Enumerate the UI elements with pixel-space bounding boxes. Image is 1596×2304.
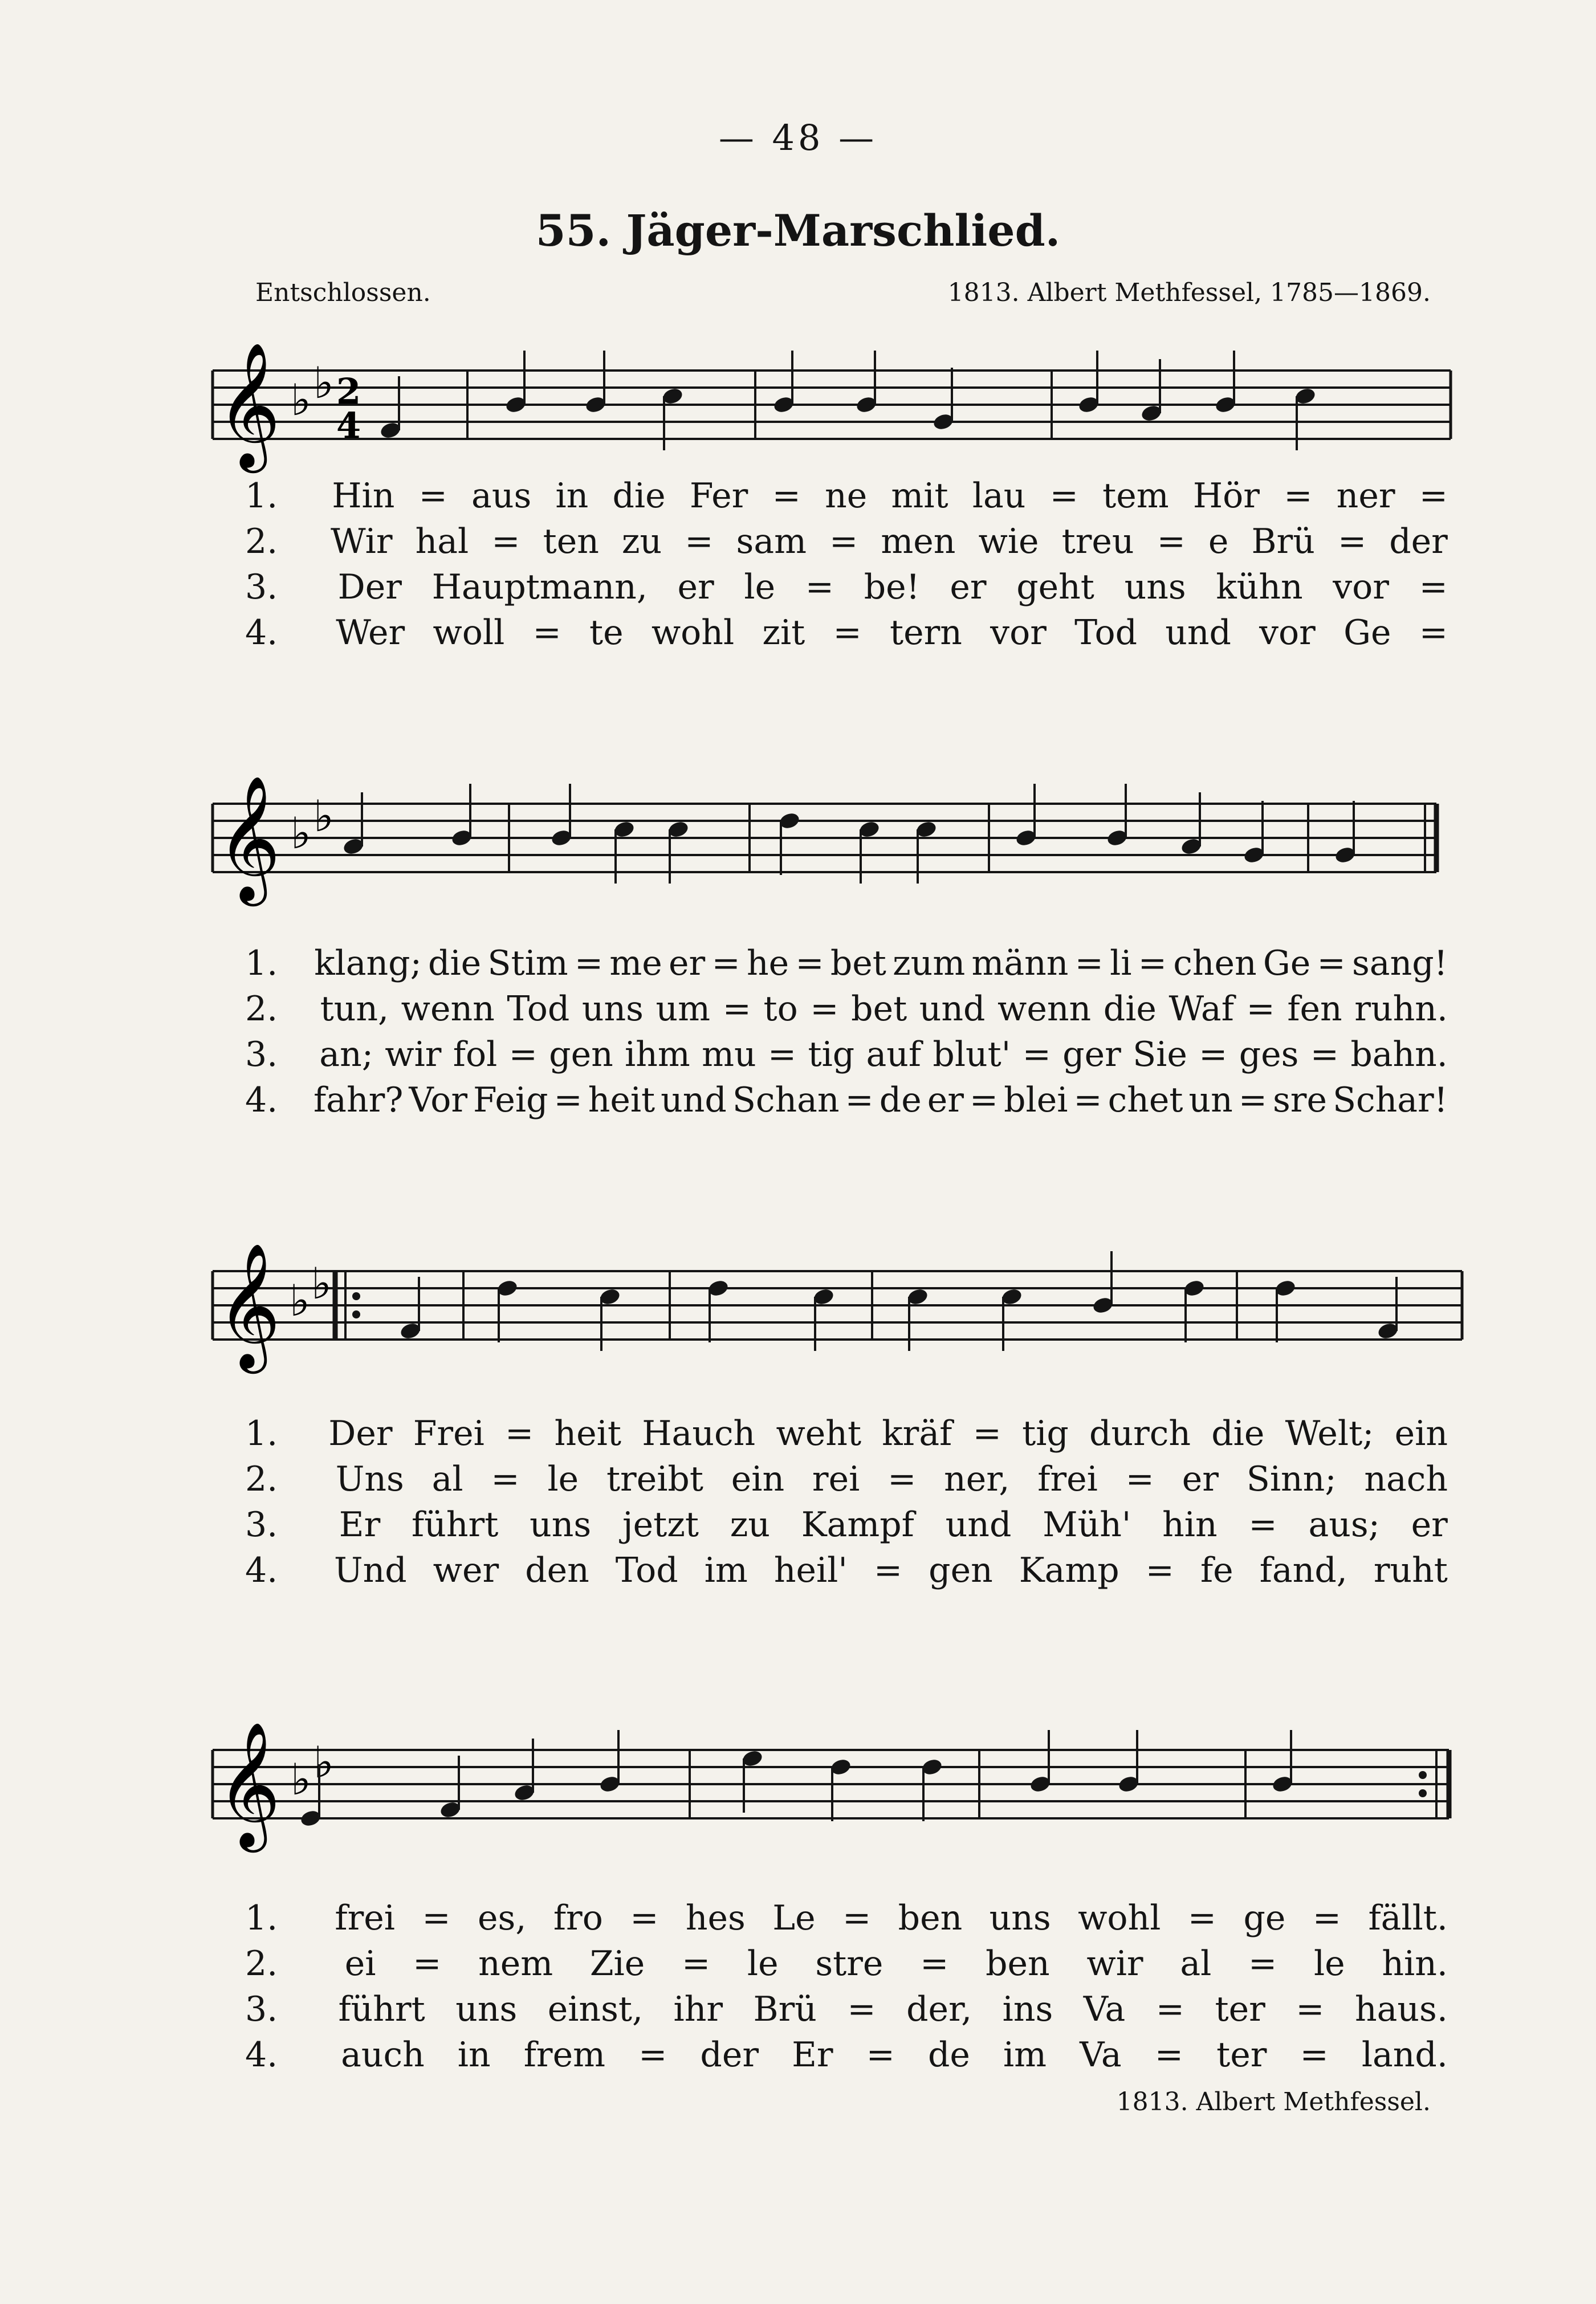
lyric-syllable: = bbox=[1049, 476, 1078, 516]
lyric-syllable: der bbox=[700, 2035, 759, 2075]
lyric-syllable: = bbox=[795, 943, 824, 983]
lyric-syllable: = bbox=[1073, 1080, 1102, 1120]
flat-icon: ♭ bbox=[291, 808, 311, 858]
lyric-syllable: men bbox=[881, 522, 956, 561]
lyric-syllable: = bbox=[1312, 1898, 1342, 1938]
lyric-syllable: = bbox=[532, 613, 561, 653]
lyric-syllable: le bbox=[747, 1944, 779, 1984]
lyric-syllable: heit bbox=[588, 1080, 656, 1120]
lyric-syllable: = bbox=[1157, 522, 1186, 561]
verse-line: 2. Wir hal = ten zu = sam = men wie treu = e Brü = der bbox=[245, 522, 1448, 561]
lyric-syllable: weht bbox=[776, 1414, 862, 1454]
lyric-syllable: Müh' bbox=[1043, 1505, 1131, 1545]
treble-clef-icon: 𝄞 bbox=[217, 341, 281, 467]
lyric-syllable: Kamp bbox=[1019, 1550, 1119, 1590]
treble-clef-icon: 𝄞 bbox=[217, 1721, 281, 1847]
lyric-syllable: = bbox=[845, 1080, 874, 1120]
lyric-syllable: Wir bbox=[331, 522, 393, 561]
lyric-syllable: le bbox=[547, 1459, 579, 1499]
lyric-syllable: der, bbox=[906, 1989, 972, 2029]
notes-group bbox=[342, 784, 1357, 884]
lyric-syllable: tig bbox=[1022, 1414, 1069, 1454]
lyric-syllable: sam bbox=[736, 522, 807, 561]
lyric-syllable: fro bbox=[553, 1898, 603, 1938]
lyric-syllable: be! bbox=[864, 567, 920, 607]
lyric-syllable: = bbox=[887, 1459, 917, 1499]
lyric-syllable: Va bbox=[1080, 2035, 1122, 2075]
lyric-syllable: = bbox=[1317, 943, 1346, 983]
lyric-syllable: un bbox=[1188, 1080, 1233, 1120]
lyric-syllable: führt bbox=[412, 1505, 499, 1545]
lyric-syllable: treibt bbox=[606, 1459, 703, 1499]
lyric-syllable: an; bbox=[319, 1035, 373, 1074]
lyric-syllable: = bbox=[847, 1989, 876, 2029]
verse-line: 3. führt uns einst, ihr Brü = der, ins Va = ter = haus. bbox=[245, 1989, 1448, 2029]
lyric-syllable: blei bbox=[1004, 1080, 1068, 1120]
lyric-syllable: uns bbox=[530, 1505, 592, 1545]
lyric-syllable: = bbox=[722, 989, 751, 1029]
lyric-syllable: fand, bbox=[1259, 1550, 1347, 1590]
lyric-syllable: wir bbox=[385, 1035, 442, 1074]
flat-icon: ♭ bbox=[291, 1754, 311, 1805]
verse-line: 4. auch in frem = der Er = de im Va = ter = land. bbox=[245, 2035, 1448, 2075]
lyric-syllable: Tod bbox=[615, 1550, 678, 1590]
lyric-syllable: fe bbox=[1200, 1550, 1233, 1590]
lyric-syllable: = bbox=[842, 1898, 872, 1938]
lyric-syllable: ter bbox=[1215, 1989, 1265, 2029]
lyric-syllable: ihm bbox=[625, 1035, 690, 1074]
lyric-syllable: = bbox=[969, 1080, 999, 1120]
lyric-syllable: Tod bbox=[1074, 613, 1137, 653]
lyric-syllable: Brü bbox=[753, 1989, 817, 2029]
lyric-syllable: einst, bbox=[547, 1989, 644, 2029]
lyric-syllable: fol bbox=[453, 1035, 498, 1074]
lyric-syllable: wer bbox=[433, 1550, 499, 1590]
lyric-syllable: = bbox=[1155, 1989, 1185, 2029]
lyric-syllable: nach bbox=[1364, 1459, 1448, 1499]
verse-line: 2. ei = nem Zie = le stre = ben wir al = le hin. bbox=[245, 1944, 1448, 1984]
lyric-syllable: = bbox=[972, 1414, 1001, 1454]
tempo-marking: Entschlossen. bbox=[255, 278, 431, 307]
lyric-syllable: te bbox=[589, 613, 624, 653]
lyric-syllable: me bbox=[609, 943, 662, 983]
lyric-syllable: heit bbox=[554, 1414, 621, 1454]
lyric-syllable: tern bbox=[890, 613, 962, 653]
lyric-syllable: frem bbox=[523, 2035, 605, 2075]
verse-line: 3. an; wir fol = gen ihm mu = tig auf blut' = ger Sie = ges = bahn. bbox=[245, 1035, 1448, 1074]
lyric-syllable: frei bbox=[1037, 1459, 1098, 1499]
lyric-syllable: = bbox=[422, 1898, 451, 1938]
lyric-syllable: er bbox=[677, 567, 714, 607]
lyric-syllable: = bbox=[1296, 1989, 1325, 2029]
lyric-syllable: zum bbox=[893, 943, 966, 983]
lyrics-block-2 bbox=[245, 943, 1448, 1126]
page-number: — 48 — bbox=[718, 117, 878, 158]
lyric-syllable: Fer bbox=[689, 476, 748, 516]
repeat-dot bbox=[1419, 1789, 1427, 1797]
lyric-syllable: = bbox=[505, 1414, 534, 1454]
lyric-syllable: = bbox=[491, 522, 520, 561]
lyric-syllable: = bbox=[767, 1035, 797, 1074]
lyric-syllable: hes bbox=[685, 1898, 746, 1938]
lyric-syllable: = bbox=[491, 1459, 520, 1499]
lyric-syllable: Hin bbox=[332, 476, 395, 516]
lyric-syllable: Kampf bbox=[801, 1505, 914, 1545]
flat-icon: ♭ bbox=[291, 374, 311, 425]
lyric-syllable: fällt. bbox=[1368, 1898, 1448, 1938]
lyric-syllable: mu bbox=[702, 1035, 756, 1074]
lyric-syllable: Der bbox=[328, 1414, 393, 1454]
lyric-syllable: ruht bbox=[1373, 1550, 1448, 1590]
lyric-syllable: die bbox=[612, 476, 666, 516]
song-title: 55. Jäger-Marschlied. bbox=[535, 205, 1061, 256]
treble-clef-icon: 𝄞 bbox=[217, 775, 281, 901]
lyric-syllable: Va bbox=[1083, 1989, 1126, 2029]
lyric-syllable: bet bbox=[851, 989, 907, 1029]
lyric-syllable: geht bbox=[1016, 567, 1094, 607]
lyric-syllable: Schar! bbox=[1332, 1080, 1448, 1120]
verse-line: 1. frei = es, fro = hes Le = ben uns wohl = ge = fällt. bbox=[245, 1898, 1448, 1938]
lyric-syllable: = bbox=[772, 476, 801, 516]
lyric-syllable: bet bbox=[830, 943, 886, 983]
lyric-syllable: tig bbox=[808, 1035, 855, 1074]
lyric-syllable: zit bbox=[762, 613, 805, 653]
lyric-syllable: den bbox=[525, 1550, 589, 1590]
flat-icon: ♭ bbox=[314, 357, 334, 408]
lyric-syllable: de bbox=[879, 1080, 922, 1120]
lyric-syllable: rei bbox=[812, 1459, 860, 1499]
lyric-syllable: ger bbox=[1062, 1035, 1121, 1074]
lyric-syllable: tem bbox=[1102, 476, 1169, 516]
lyrics-block-1 bbox=[245, 476, 1448, 658]
lyric-syllable: ei bbox=[344, 1944, 376, 1984]
lyric-syllable: = bbox=[418, 476, 447, 516]
verse-line: 2. tun, wenn Tod uns um = to = bet und wenn die Waf = fen ruhn. bbox=[245, 989, 1448, 1029]
lyric-syllable: = bbox=[1337, 522, 1367, 561]
lyric-syllable: und bbox=[919, 989, 986, 1029]
lyric-syllable: Hauch bbox=[642, 1414, 756, 1454]
lyric-syllable: = bbox=[508, 1035, 538, 1074]
lyric-syllable: er bbox=[1411, 1505, 1448, 1545]
lyric-syllable: = bbox=[1074, 943, 1104, 983]
lyric-syllable: blut' bbox=[933, 1035, 1011, 1074]
lyric-syllable: wir bbox=[1086, 1944, 1143, 1984]
lyric-syllable: = bbox=[833, 613, 862, 653]
music-staff-2 bbox=[0, 758, 1596, 929]
lyric-syllable: uns bbox=[989, 1898, 1051, 1938]
lyric-syllable: Zie bbox=[589, 1944, 645, 1984]
lyric-syllable: ten bbox=[543, 522, 599, 561]
flat-icon: ♭ bbox=[314, 1737, 334, 1788]
lyric-syllable: = bbox=[1238, 1080, 1268, 1120]
notes-group bbox=[379, 351, 1317, 450]
lyric-syllable: = bbox=[1310, 1035, 1339, 1074]
lyric-syllable: Hör bbox=[1192, 476, 1260, 516]
lyric-syllable: uns bbox=[1124, 567, 1186, 607]
lyric-syllable: = bbox=[630, 1898, 659, 1938]
lyric-syllable: ben bbox=[898, 1898, 963, 1938]
lyric-syllable: nem bbox=[478, 1944, 553, 1984]
lyric-syllable: Er bbox=[339, 1505, 381, 1545]
lyric-syllable: Brü bbox=[1251, 522, 1315, 561]
lyric-syllable: = bbox=[1284, 476, 1313, 516]
lyric-syllable: in bbox=[555, 476, 589, 516]
lyric-syllable: durch bbox=[1089, 1414, 1191, 1454]
lyric-syllable: le bbox=[1313, 1944, 1345, 1984]
lyric-syllable: wenn bbox=[997, 989, 1092, 1029]
staff-svg bbox=[0, 1704, 1596, 1875]
lyric-syllable: Feig bbox=[473, 1080, 548, 1120]
lyric-syllable: sre bbox=[1272, 1080, 1327, 1120]
lyric-syllable: = bbox=[1187, 1898, 1217, 1938]
lyric-syllable: al bbox=[1180, 1944, 1212, 1984]
lyric-syllable: führt bbox=[338, 1989, 425, 2029]
flat-icon: ♭ bbox=[290, 1275, 310, 1326]
staff-svg bbox=[0, 1226, 1596, 1397]
lyric-syllable: wohl bbox=[651, 613, 735, 653]
lyric-syllable: hin. bbox=[1382, 1944, 1448, 1984]
repeat-dot bbox=[352, 1310, 360, 1318]
flat-icon: ♭ bbox=[311, 1258, 332, 1309]
lyric-syllable: = bbox=[1022, 1035, 1051, 1074]
lyric-syllable: aus bbox=[471, 476, 532, 516]
lyric-syllable: = bbox=[1246, 989, 1275, 1029]
lyric-syllable: männ bbox=[971, 943, 1069, 983]
lyric-syllable: ruhn. bbox=[1354, 989, 1448, 1029]
lyric-syllable: = bbox=[1419, 476, 1448, 516]
lyric-syllable: kühn bbox=[1216, 567, 1303, 607]
lyric-syllable: hin bbox=[1162, 1505, 1218, 1545]
lyric-syllable: Ge bbox=[1263, 943, 1311, 983]
verse-line: 4. fahr? Vor Feig = heit und Schan = de er = blei = chet un = sre Schar! bbox=[245, 1080, 1448, 1120]
lyric-syllable: Stim bbox=[487, 943, 568, 983]
lyric-syllable: heil' bbox=[773, 1550, 848, 1590]
lyric-syllable: uns bbox=[455, 1989, 518, 2029]
lyric-syllable: Uns bbox=[335, 1459, 404, 1499]
verse-line: 1. klang; die Stim = me er = he = bet zum männ = li = chen Ge = sang! bbox=[245, 943, 1448, 983]
lyric-syllable: = bbox=[1248, 1944, 1277, 1984]
staff-svg bbox=[0, 325, 1596, 496]
verse-line: 2. Uns al = le treibt ein rei = ner, frei = er Sinn; nach bbox=[245, 1459, 1448, 1499]
lyric-syllable: jetzt bbox=[622, 1505, 699, 1545]
lyric-syllable: zu bbox=[730, 1505, 770, 1545]
lyric-syllable: = bbox=[574, 943, 604, 983]
staff-svg bbox=[0, 758, 1596, 929]
lyric-syllable: die bbox=[428, 943, 482, 983]
lyric-syllable: li bbox=[1110, 943, 1132, 983]
lyric-syllable: ne bbox=[825, 476, 868, 516]
lyric-syllable: = bbox=[553, 1080, 583, 1120]
lyric-syllable: = bbox=[1248, 1505, 1277, 1545]
lyric-syllable: ges bbox=[1239, 1035, 1299, 1074]
lyric-syllable: es, bbox=[478, 1898, 527, 1938]
notes-group bbox=[299, 1730, 1294, 1828]
lyric-syllable: he bbox=[746, 943, 789, 983]
lyric-syllable: Und bbox=[334, 1550, 407, 1590]
lyric-syllable: lau bbox=[972, 476, 1026, 516]
lyric-syllable: fen bbox=[1287, 989, 1342, 1029]
lyric-syllable: ihr bbox=[673, 1989, 723, 2029]
lyric-syllable: = bbox=[413, 1944, 442, 1984]
time-sig-top: 2 bbox=[336, 371, 361, 412]
lyric-syllable: aus; bbox=[1308, 1505, 1380, 1545]
lyric-syllable: ter bbox=[1216, 2035, 1267, 2075]
lyric-syllable: tun, bbox=[320, 989, 389, 1029]
lyric-syllable: wenn bbox=[401, 989, 495, 1029]
lyric-syllable: Frei bbox=[413, 1414, 484, 1454]
lyric-syllable: er bbox=[950, 567, 987, 607]
composer-attribution-footer: 1813. Albert Methfessel. bbox=[1116, 2087, 1431, 2116]
lyric-syllable: die bbox=[1103, 989, 1157, 1029]
lyric-syllable: ein bbox=[731, 1459, 785, 1499]
music-staff-1 bbox=[0, 325, 1596, 496]
lyric-syllable: vor bbox=[990, 613, 1047, 653]
lyric-syllable: Wer bbox=[336, 613, 405, 653]
notes-group bbox=[399, 1251, 1399, 1351]
lyric-syllable: im bbox=[704, 1550, 748, 1590]
lyric-syllable: frei bbox=[335, 1898, 395, 1938]
lyric-syllable: Waf bbox=[1168, 989, 1234, 1029]
verse-line: 1. Hin = aus in die Fer = ne mit lau = tem Hör = ner = bbox=[245, 476, 1448, 516]
lyric-syllable: Sie bbox=[1133, 1035, 1187, 1074]
lyric-syllable: = bbox=[1125, 1459, 1154, 1499]
verse-line: 3. Der Hauptmann, er le = be! er geht uns kühn vor = bbox=[245, 567, 1448, 607]
lyric-syllable: to bbox=[763, 989, 798, 1029]
lyric-syllable: fahr? bbox=[313, 1080, 404, 1120]
lyric-syllable: Vor bbox=[409, 1080, 468, 1120]
lyric-syllable: stre bbox=[815, 1944, 883, 1984]
lyric-syllable: al bbox=[431, 1459, 463, 1499]
lyric-syllable: in bbox=[457, 2035, 491, 2075]
lyric-syllable: Ge bbox=[1343, 613, 1391, 653]
lyric-syllable: mit bbox=[891, 476, 948, 516]
lyric-syllable: = bbox=[638, 2035, 667, 2075]
lyric-syllable: = bbox=[920, 1944, 949, 1984]
lyric-syllable: ge bbox=[1243, 1898, 1286, 1938]
lyric-syllable: um bbox=[656, 989, 711, 1029]
lyric-syllable: = bbox=[711, 943, 740, 983]
lyric-syllable: = bbox=[1419, 567, 1448, 607]
lyric-syllable: auf bbox=[866, 1035, 922, 1074]
lyric-syllable: Sinn; bbox=[1246, 1459, 1337, 1499]
lyric-syllable: land. bbox=[1361, 2035, 1448, 2075]
lyric-syllable: er bbox=[1182, 1459, 1219, 1499]
lyric-syllable: = bbox=[805, 567, 834, 607]
lyric-syllable: er bbox=[669, 943, 706, 983]
lyric-syllable: = bbox=[1145, 1550, 1174, 1590]
lyric-syllable: de bbox=[927, 2035, 970, 2075]
lyric-syllable: und bbox=[661, 1080, 727, 1120]
lyric-syllable: zu bbox=[621, 522, 662, 561]
lyric-syllable: sang! bbox=[1352, 943, 1448, 983]
lyric-syllable: = bbox=[1419, 613, 1448, 653]
lyric-syllable: Welt; bbox=[1285, 1414, 1374, 1454]
lyric-syllable: ben bbox=[986, 1944, 1050, 1984]
flat-icon: ♭ bbox=[314, 791, 334, 841]
lyric-syllable: gen bbox=[929, 1550, 993, 1590]
lyric-syllable: chen bbox=[1173, 943, 1257, 983]
lyric-syllable: le bbox=[744, 567, 776, 607]
lyric-syllable: und bbox=[945, 1505, 1012, 1545]
lyric-syllable: die bbox=[1211, 1414, 1265, 1454]
lyric-syllable: klang; bbox=[314, 943, 422, 983]
repeat-dot bbox=[352, 1292, 360, 1300]
lyric-syllable: hal bbox=[415, 522, 469, 561]
lyric-syllable: gen bbox=[549, 1035, 613, 1074]
lyric-syllable: bahn. bbox=[1350, 1035, 1448, 1074]
lyric-syllable: = bbox=[1154, 2035, 1184, 2075]
time-sig-bottom: 4 bbox=[336, 405, 361, 446]
lyric-syllable: haus. bbox=[1354, 1989, 1448, 2029]
lyric-syllable: woll bbox=[433, 613, 505, 653]
lyric-syllable: kräf bbox=[882, 1414, 952, 1454]
lyric-syllable: = bbox=[829, 522, 858, 561]
lyric-syllable: = bbox=[681, 1944, 711, 1984]
lyric-syllable: vor bbox=[1333, 567, 1389, 607]
lyric-syllable: = bbox=[1138, 943, 1167, 983]
verse-line: 4. Wer woll = te wohl zit = tern vor Tod und vor Ge = bbox=[245, 613, 1448, 653]
lyric-syllable: treu bbox=[1061, 522, 1134, 561]
lyrics-block-3 bbox=[245, 1414, 1448, 1596]
repeat-dot bbox=[1419, 1771, 1427, 1779]
lyric-syllable: Le bbox=[772, 1898, 816, 1938]
music-staff-3 bbox=[0, 1226, 1596, 1397]
verse-line: 3. Er führt uns jetzt zu Kampf und Müh' hin = aus; er bbox=[245, 1505, 1448, 1545]
lyric-syllable: er bbox=[927, 1080, 964, 1120]
verse-line: 4. Und wer den Tod im heil' = gen Kamp = fe fand, ruht bbox=[245, 1550, 1448, 1590]
lyric-syllable: Tod bbox=[507, 989, 570, 1029]
lyric-syllable: und bbox=[1165, 613, 1231, 653]
lyric-syllable: der bbox=[1389, 522, 1448, 561]
lyric-syllable: = bbox=[1300, 2035, 1329, 2075]
lyric-syllable: auch bbox=[341, 2035, 425, 2075]
composer-attribution: 1813. Albert Methfessel, 1785—1869. bbox=[947, 278, 1431, 307]
lyric-syllable: vor bbox=[1259, 613, 1316, 653]
lyric-syllable: im bbox=[1003, 2035, 1047, 2075]
lyric-syllable: = bbox=[1199, 1035, 1228, 1074]
lyric-syllable: chet bbox=[1108, 1080, 1183, 1120]
lyric-syllable: Der bbox=[337, 567, 402, 607]
lyric-syllable: ner bbox=[1336, 476, 1395, 516]
lyric-syllable: wohl bbox=[1078, 1898, 1161, 1938]
lyric-syllable: = bbox=[810, 989, 839, 1029]
lyric-syllable: e bbox=[1208, 522, 1229, 561]
lyric-syllable: ins bbox=[1002, 1989, 1053, 2029]
lyric-syllable: = bbox=[685, 522, 714, 561]
lyric-syllable: = bbox=[873, 1550, 903, 1590]
music-staff-4 bbox=[0, 1704, 1596, 1875]
lyric-syllable: uns bbox=[581, 989, 644, 1029]
lyric-syllable: Hauptmann, bbox=[431, 567, 648, 607]
treble-clef-icon: 𝄞 bbox=[217, 1242, 281, 1368]
lyrics-block-4 bbox=[245, 1898, 1448, 2081]
lyric-syllable: ner, bbox=[944, 1459, 1010, 1499]
lyric-syllable: ein bbox=[1394, 1414, 1448, 1454]
lyric-syllable: Er bbox=[792, 2035, 833, 2075]
lyric-syllable: Schan bbox=[732, 1080, 840, 1120]
lyric-syllable: = bbox=[866, 2035, 895, 2075]
verse-line: 1. Der Frei = heit Hauch weht kräf = tig durch die Welt; ein bbox=[245, 1414, 1448, 1454]
lyric-syllable: wie bbox=[978, 522, 1039, 561]
